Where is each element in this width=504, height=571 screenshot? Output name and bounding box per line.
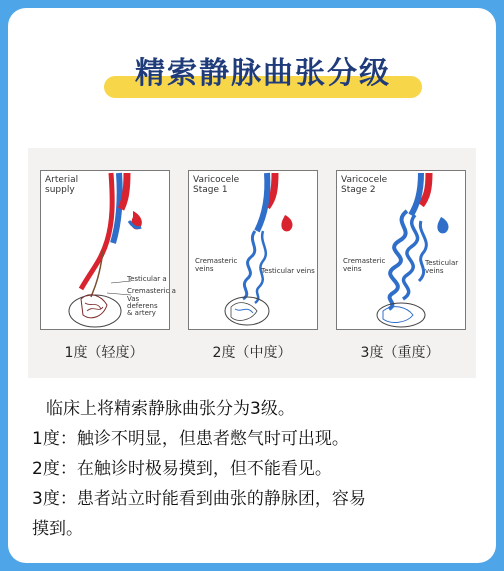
note-vas: Vas (127, 295, 140, 303)
description-grade-3-cont: 摸到。 (32, 519, 83, 539)
note-cremasteric-artery: Cremasteric a (127, 287, 176, 295)
description-intro: 临床上将精索静脉曲张分为3级。 (46, 399, 295, 419)
note-cremasteric-veins-3: Cremasteric (343, 257, 386, 265)
title-block (104, 50, 422, 102)
description-grade-1: 1度：触诊不明显，但患者憋气时可出现。 (32, 429, 349, 449)
description (32, 394, 482, 544)
illustration-grade-2 (188, 170, 318, 330)
description-grade-2: 2度：在触诊时极易摸到，但不能看见。 (32, 459, 332, 479)
note-veins-3b: veins (425, 267, 444, 275)
page-title: 精索静脉曲张分级 (135, 56, 391, 91)
note-veins-3: veins (343, 265, 362, 273)
panel-3-label-line2: Stage 2 (341, 185, 376, 195)
panel-2-label-line1: Varicocele (193, 175, 240, 185)
note-testicular-veins: Testicular veins (261, 267, 315, 275)
note-and-artery: & artery (127, 309, 156, 317)
illustration-grade-3 (336, 170, 466, 330)
panel-2-label-line2: Stage 1 (193, 185, 228, 195)
caption-grade-3: 3度（重度） (360, 345, 440, 361)
panel-label-2 (193, 175, 283, 195)
note-testicular-artery: Testicular a (127, 275, 167, 283)
info-card (8, 8, 496, 563)
note-cremasteric-veins: Cremasteric (195, 257, 238, 265)
description-grade-3: 3度：患者站立时能看到曲张的静脉团，容易 (32, 489, 366, 509)
panel-1-label-line2: supply (45, 185, 75, 195)
figure-area (28, 148, 476, 378)
note-veins: veins (195, 265, 214, 273)
panel-label-3 (341, 175, 431, 195)
panel-3-label-line1: Varicocele (341, 175, 388, 185)
caption-grade-2: 2度（中度） (212, 345, 292, 361)
caption-grade-1: 1度（轻度） (64, 345, 144, 361)
panel-1-label-line1: Arterial (45, 175, 79, 185)
note-testicular-3: Testicular (425, 259, 459, 267)
illustration-grade-1 (40, 170, 176, 330)
panel-label-1 (45, 175, 135, 195)
note-deferens: deferens (127, 302, 158, 310)
